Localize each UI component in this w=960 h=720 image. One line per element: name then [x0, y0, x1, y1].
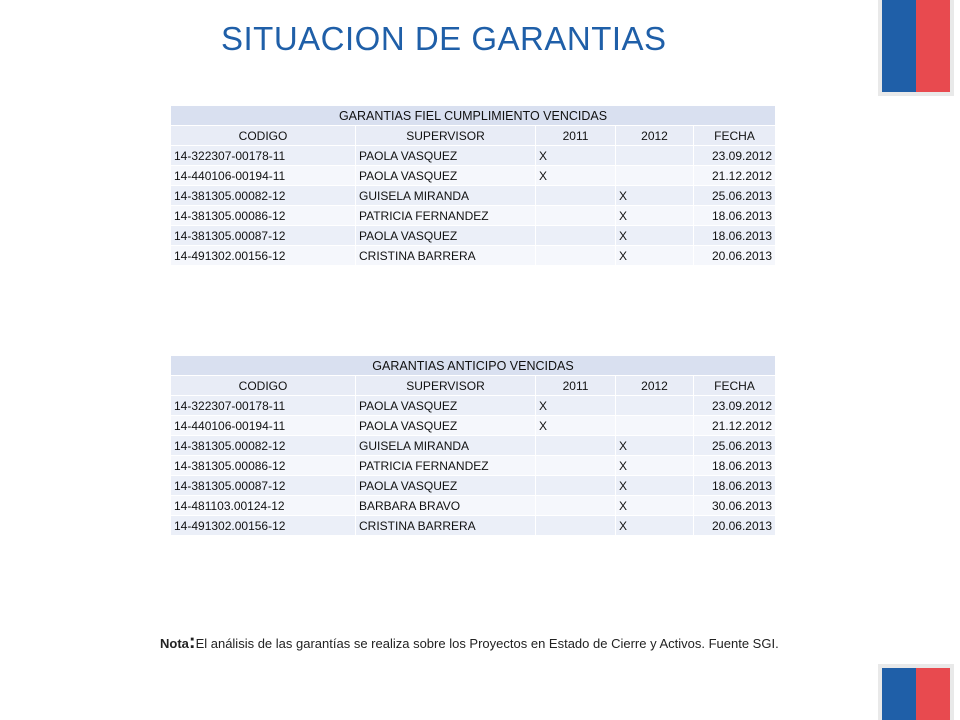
supervisor-cell: GUISELA MIRANDA [356, 186, 536, 206]
fecha-cell: 20.06.2013 [694, 246, 776, 266]
fecha-cell: 30.06.2013 [694, 496, 776, 516]
table-row [171, 166, 776, 186]
year-2012-cell: X [616, 206, 694, 226]
fecha-cell: 23.09.2012 [694, 396, 776, 416]
table-caption-row [171, 106, 776, 126]
fecha-cell: 21.12.2012 [694, 166, 776, 186]
year-2011-cell [536, 226, 616, 246]
year-2012-cell: X [616, 496, 694, 516]
supervisor-cell: BARBARA BRAVO [356, 496, 536, 516]
column-header: SUPERVISOR [356, 376, 536, 396]
column-header: 2011 [536, 126, 616, 146]
flag-red-stripe [916, 668, 950, 720]
column-header: 2012 [616, 376, 694, 396]
supervisor-cell: PAOLA VASQUEZ [356, 146, 536, 166]
fecha-cell: 21.12.2012 [694, 416, 776, 436]
table-row [171, 396, 776, 416]
year-2011-cell [536, 516, 616, 536]
codigo-cell: 14-381305.00087-12 [171, 476, 356, 496]
flag-decoration-top [882, 0, 950, 92]
codigo-cell: 14-381305.00086-12 [171, 206, 356, 226]
year-2012-cell [616, 146, 694, 166]
note-text: El análisis de las garantías se realiza sobre los Proyectos en Estado de Cierre y Activos. Fuente SGI. [195, 636, 779, 651]
year-2011-cell: X [536, 146, 616, 166]
table-caption-row [171, 356, 776, 376]
fecha-cell: 18.06.2013 [694, 456, 776, 476]
year-2012-cell: X [616, 456, 694, 476]
supervisor-cell: CRISTINA BARRERA [356, 516, 536, 536]
table-caption: GARANTIAS FIEL CUMPLIMIENTO VENCIDAS [171, 106, 776, 126]
page-title: SITUACION DE GARANTIAS [221, 20, 667, 57]
year-2011-cell [536, 436, 616, 456]
year-2012-cell: X [616, 436, 694, 456]
supervisor-cell: PAOLA VASQUEZ [356, 226, 536, 246]
footnote [160, 632, 800, 654]
table-row [171, 496, 776, 516]
fecha-cell: 23.09.2012 [694, 146, 776, 166]
table-fiel-cumplimiento [170, 105, 776, 266]
codigo-cell: 14-440106-00194-11 [171, 166, 356, 186]
table-row [171, 476, 776, 496]
table-header-row [171, 376, 776, 396]
codigo-cell: 14-322307-00178-11 [171, 396, 356, 416]
column-header: CODIGO [171, 126, 356, 146]
table-row [171, 146, 776, 166]
table-row [171, 456, 776, 476]
year-2011-cell: X [536, 396, 616, 416]
table-row [171, 516, 776, 536]
fecha-cell: 25.06.2013 [694, 436, 776, 456]
table-row [171, 246, 776, 266]
codigo-cell: 14-491302.00156-12 [171, 516, 356, 536]
codigo-cell: 14-481103.00124-12 [171, 496, 356, 516]
table-row [171, 226, 776, 246]
year-2012-cell: X [616, 246, 694, 266]
year-2011-cell [536, 456, 616, 476]
table-caption: GARANTIAS ANTICIPO VENCIDAS [171, 356, 776, 376]
codigo-cell: 14-440106-00194-11 [171, 416, 356, 436]
table-header-row [171, 126, 776, 146]
codigo-cell: 14-491302.00156-12 [171, 246, 356, 266]
table-anticipo [170, 355, 776, 536]
column-header: SUPERVISOR [356, 126, 536, 146]
fecha-cell: 20.06.2013 [694, 516, 776, 536]
note-colon: : [188, 631, 196, 653]
column-header: FECHA [694, 376, 776, 396]
year-2012-cell: X [616, 516, 694, 536]
supervisor-cell: PATRICIA FERNANDEZ [356, 456, 536, 476]
year-2011-cell [536, 476, 616, 496]
year-2012-cell [616, 166, 694, 186]
supervisor-cell: CRISTINA BARRERA [356, 246, 536, 266]
column-header: 2012 [616, 126, 694, 146]
fecha-cell: 18.06.2013 [694, 476, 776, 496]
fecha-cell: 18.06.2013 [694, 226, 776, 246]
codigo-cell: 14-322307-00178-11 [171, 146, 356, 166]
year-2011-cell [536, 206, 616, 226]
year-2012-cell: X [616, 476, 694, 496]
supervisor-cell: PAOLA VASQUEZ [356, 416, 536, 436]
note-label: Nota [160, 636, 189, 651]
table-row [171, 416, 776, 436]
flag-red-stripe [916, 0, 950, 92]
codigo-cell: 14-381305.00082-12 [171, 436, 356, 456]
table-row [171, 186, 776, 206]
supervisor-cell: PAOLA VASQUEZ [356, 166, 536, 186]
year-2011-cell [536, 246, 616, 266]
year-2012-cell: X [616, 226, 694, 246]
column-header: CODIGO [171, 376, 356, 396]
table-row [171, 206, 776, 226]
column-header: 2011 [536, 376, 616, 396]
table-row [171, 436, 776, 456]
flag-blue-stripe [882, 0, 916, 92]
year-2011-cell [536, 186, 616, 206]
codigo-cell: 14-381305.00087-12 [171, 226, 356, 246]
supervisor-cell: PAOLA VASQUEZ [356, 476, 536, 496]
fecha-cell: 25.06.2013 [694, 186, 776, 206]
supervisor-cell: PAOLA VASQUEZ [356, 396, 536, 416]
year-2011-cell [536, 496, 616, 516]
flag-blue-stripe [882, 668, 916, 720]
year-2012-cell: X [616, 186, 694, 206]
codigo-cell: 14-381305.00086-12 [171, 456, 356, 476]
year-2011-cell: X [536, 416, 616, 436]
year-2012-cell [616, 396, 694, 416]
year-2011-cell: X [536, 166, 616, 186]
column-header: FECHA [694, 126, 776, 146]
fecha-cell: 18.06.2013 [694, 206, 776, 226]
flag-decoration-bottom [882, 668, 950, 720]
year-2012-cell [616, 416, 694, 436]
supervisor-cell: GUISELA MIRANDA [356, 436, 536, 456]
supervisor-cell: PATRICIA FERNANDEZ [356, 206, 536, 226]
codigo-cell: 14-381305.00082-12 [171, 186, 356, 206]
